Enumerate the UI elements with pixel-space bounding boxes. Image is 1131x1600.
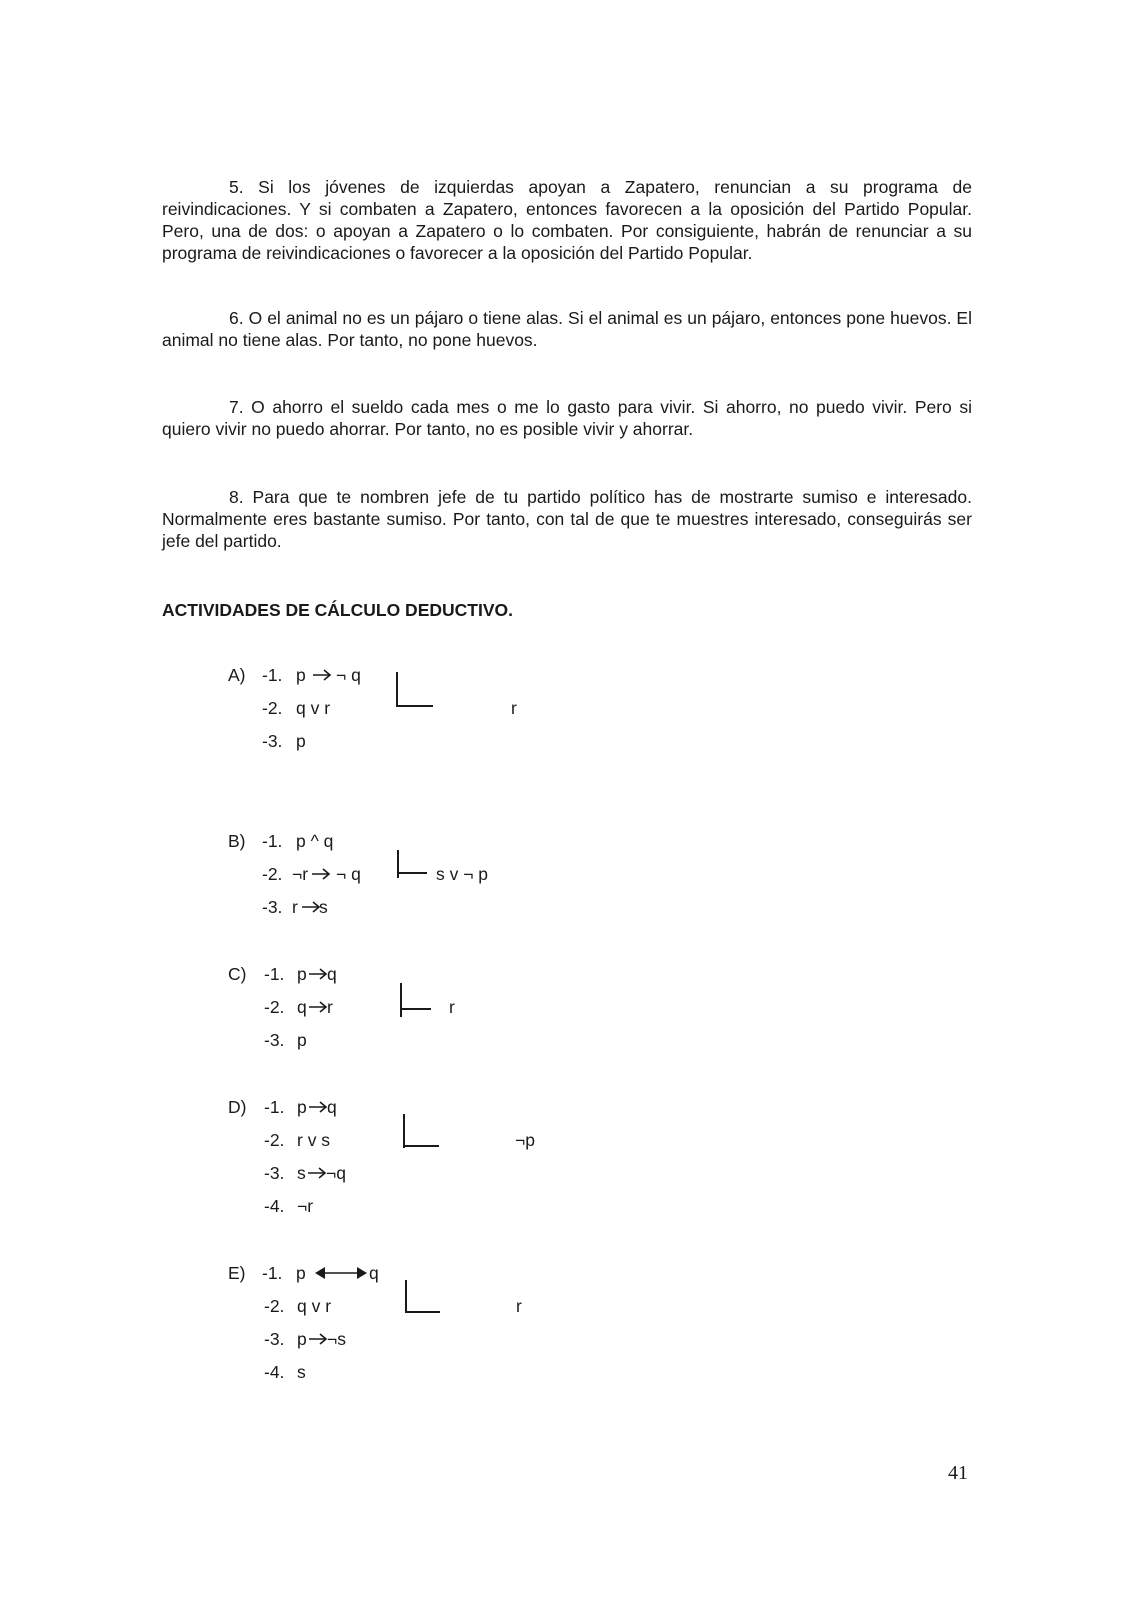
- premise-operand: p: [297, 964, 307, 984]
- exercise-label: A): [228, 665, 246, 685]
- premise-formula: p: [297, 1030, 307, 1050]
- premise-formula: s: [297, 1362, 306, 1382]
- premise-operand: q: [327, 964, 337, 984]
- implication-arrow-icon: [307, 1167, 327, 1179]
- premise-formula: p ^ q: [296, 831, 334, 851]
- paragraph-8: 8. Para que te nombren jefe de tu partido político has de mostrarte sumiso e interesado. Normalmente eres bastante sumiso. Por tanto, con tal de que te muestres interesado, conseguirás ser jefe del partido.: [162, 487, 972, 551]
- conclusion: s v ¬ p: [436, 864, 489, 884]
- premise-operand: p: [297, 1097, 307, 1117]
- premise-number: -1.: [262, 665, 283, 685]
- premise-formula: q v r: [296, 698, 331, 718]
- premise-number: -3.: [262, 731, 283, 751]
- premise-formula: ¬r: [297, 1196, 314, 1216]
- exercise-label: E): [228, 1263, 246, 1283]
- premise-operand: ¬q: [326, 1163, 346, 1183]
- conclusion: r: [449, 997, 455, 1017]
- premise-number: -3.: [264, 1030, 285, 1050]
- premise-number: -3.: [264, 1163, 285, 1183]
- premise-operand: q: [297, 997, 307, 1017]
- premise-number: -3.: [262, 897, 283, 917]
- paragraph-5: 5. Si los jóvenes de izquierdas apoyan a Zapatero, renuncian a su programa de reivindicaciones. Y si combaten a Zapatero, entonces favorecen a la oposición del Partido Popular. Pero, una de dos: o apoyan a Zapatero o lo combaten. Por consiguiente, habrán de renunciar a su programa de reivindicaciones o favorecer a la oposición del Partido Popular.: [162, 177, 972, 263]
- premise-formula: q v r: [297, 1296, 332, 1316]
- implication-arrow-icon: [308, 968, 328, 980]
- premise-operand: ¬s: [327, 1329, 346, 1349]
- premise-number: -2.: [262, 698, 283, 718]
- exercise-label: C): [228, 964, 247, 984]
- conclusion: r: [511, 698, 517, 718]
- premise-number: -1.: [262, 831, 283, 851]
- exercise-label: D): [228, 1097, 247, 1117]
- premise-operand: r: [327, 997, 333, 1017]
- premise-operand: s: [319, 897, 328, 917]
- conclusion: r: [516, 1296, 522, 1316]
- implication-arrow-icon: [308, 1101, 328, 1113]
- biconditional-arrow-icon: [315, 1266, 367, 1280]
- premise-number: -2.: [264, 997, 285, 1017]
- implication-arrow-icon: [312, 669, 332, 681]
- premise-operand: q: [369, 1263, 379, 1283]
- premise-operand: ¬ q: [336, 665, 361, 685]
- section-heading: ACTIVIDADES DE CÁLCULO DEDUCTIVO.: [162, 600, 513, 620]
- premise-formula: r v s: [297, 1130, 331, 1150]
- premise-operand: s: [297, 1163, 306, 1183]
- premise-operand: ¬r: [292, 864, 309, 884]
- premise-number: -3.: [264, 1329, 285, 1349]
- premise-formula: p: [296, 731, 306, 751]
- implication-arrow-icon: [301, 901, 321, 913]
- premise-operand: q: [327, 1097, 337, 1117]
- premise-number: -2.: [264, 1296, 285, 1316]
- exercise-label: B): [228, 831, 246, 851]
- premise-number: -1.: [264, 964, 285, 984]
- premise-operand: p: [297, 1329, 307, 1349]
- paragraph-6: 6. O el animal no es un pájaro o tiene alas. Si el animal es un pájaro, entonces pone huevos. El animal no tiene alas. Por tanto, no pone huevos.: [162, 308, 972, 350]
- paragraph-7: 7. O ahorro el sueldo cada mes o me lo gasto para vivir. Si ahorro, no puedo vivir. Pero si quiero vivir no puedo ahorrar. Por tanto, no es posible vivir y ahorrar.: [162, 397, 972, 439]
- premise-number: -1.: [264, 1097, 285, 1117]
- premise-number: -4.: [264, 1196, 285, 1216]
- premise-number: -2.: [264, 1130, 285, 1150]
- implication-arrow-icon: [308, 1333, 328, 1345]
- conclusion: ¬p: [515, 1130, 535, 1150]
- premise-number: -4.: [264, 1362, 285, 1382]
- implication-arrow-icon: [311, 868, 331, 880]
- premise-number: -1.: [262, 1263, 283, 1283]
- premise-operand: r: [292, 897, 298, 917]
- premise-operand: p: [296, 665, 306, 685]
- premise-number: -2.: [262, 864, 283, 884]
- premise-operand: p: [296, 1263, 306, 1283]
- page-number: 41: [948, 1462, 968, 1484]
- implication-arrow-icon: [308, 1001, 328, 1013]
- premise-operand: ¬ q: [336, 864, 361, 884]
